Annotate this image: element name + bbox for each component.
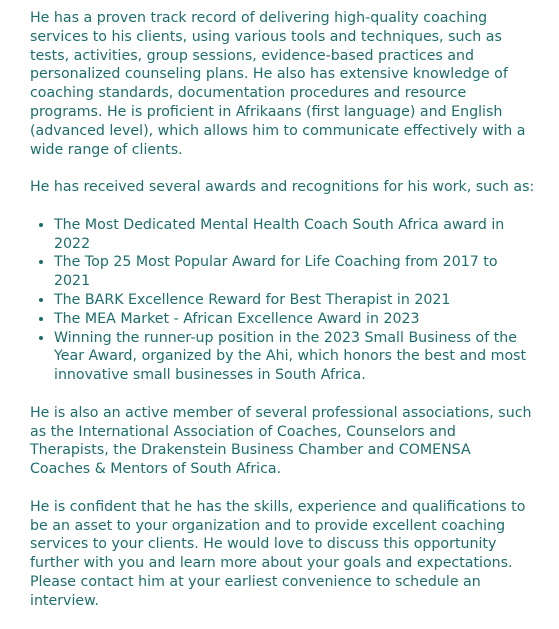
awards-list xyxy=(30,216,535,385)
paragraph-closing: He is confident that he has the skills, experience and qualifications to be an asset to your organization and to provide excellent coaching services to your clients. He would love to discuss this opportunity further with you and learn more about your goals and expectations. Please contact him at your earliest convenience to schedule an interview. xyxy=(30,498,526,609)
paragraph-track-record: He has a proven track record of delivering high-quality coaching services to his clients, using various tools and techniques, such as tests, activities, group sessions, evidence-based practices and personalized counseling plans. He also has extensive knowledge of coaching standards, documentation procedures and resource programs. He is proficient in Afrikaans (first language) and English (advanced level), which allows him to communicate effectively with a wide range of clients. xyxy=(30,10,526,158)
list-item: • The BARK Excellence Reward for Best Therapist in 2021 xyxy=(54,291,535,310)
paragraph-associations: He is also an active member of several professional associations, such as the International Association of Coaches, Counselors and Therapists, the Drakenstein Business Chamber and COMENSA Coaches & Mentors of South Africa. xyxy=(30,404,532,478)
document-body xyxy=(30,9,535,629)
paragraph-awards-intro: He has received several awards and recognitions for his work, such as: xyxy=(30,179,535,196)
list-item: • The Most Dedicated Mental Health Coach South Africa award in 2022 xyxy=(54,216,535,254)
list-item: • The Top 25 Most Popular Award for Life Coaching from 2017 to 2021 xyxy=(54,253,535,291)
list-item: • Winning the runner-up position in the 2023 Small Business of the Year Award, organized by the Ahi, which honors the best and most innovative small businesses in South Africa. xyxy=(54,329,535,385)
list-item: • The MEA Market - African Excellence Award in 2023 xyxy=(54,310,535,329)
